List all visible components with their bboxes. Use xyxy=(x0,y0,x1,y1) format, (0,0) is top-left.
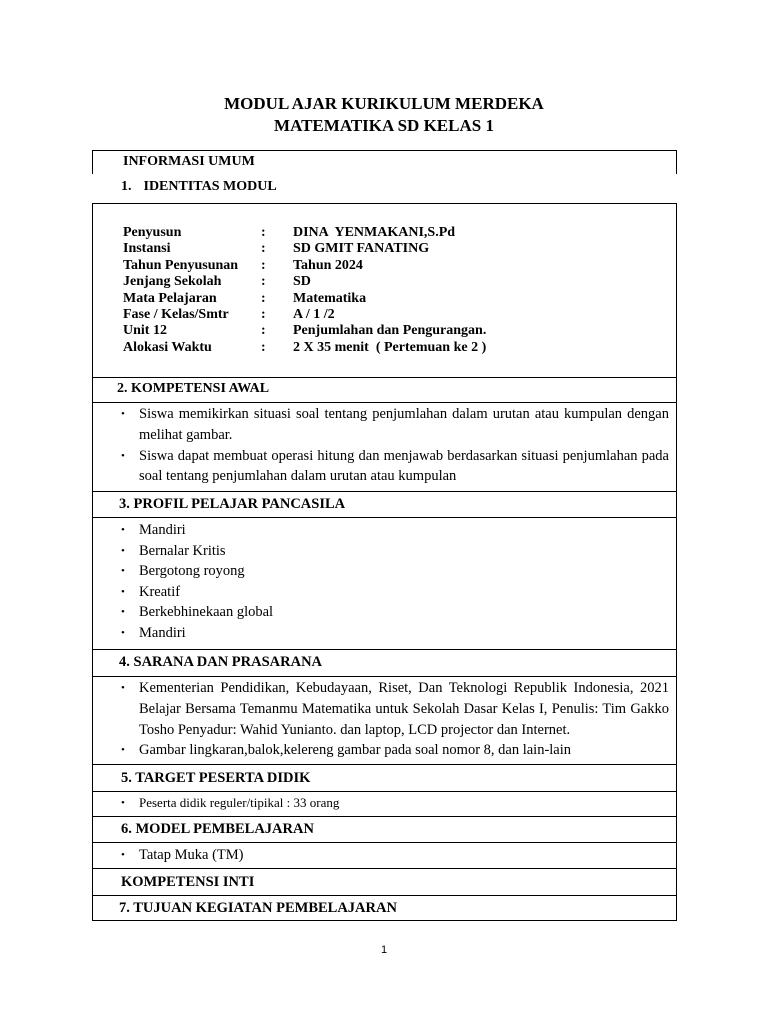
identity-label: IDENTITAS MODUL xyxy=(143,179,277,194)
info-top-border xyxy=(92,150,677,151)
document-title-line-1: MODUL AJAR KURIKULUM MERDEKA xyxy=(224,94,544,113)
identity-row: Tahun Penyusunan : Tahun 2024 xyxy=(123,257,363,273)
list-item: • Tatap Muka (TM) xyxy=(121,847,244,863)
profil-list xyxy=(119,520,669,643)
identity-row: Penyusun : DINA YENMAKANI,S.Pd xyxy=(123,225,456,240)
identity-row: Instansi : SD GMIT FANATING xyxy=(123,241,430,257)
bullet-icon: • xyxy=(121,682,125,694)
list-item: • Siswa dapat membuat operasi hitung dan menjawab berdasarkan situasi penjumlahan pada soal tentang penjumlahan dalam urutan atau kumpulan xyxy=(121,447,669,485)
identity-row: Unit 12 : Penjumlahan dan Pengurangan. xyxy=(123,323,487,339)
list-item: • Bernalar Kritis xyxy=(119,541,669,562)
bullet-icon: • xyxy=(121,565,125,577)
bullet-icon: • xyxy=(121,449,125,462)
sarana-list xyxy=(119,678,669,761)
identity-heading xyxy=(121,178,277,196)
bullet-icon: • xyxy=(121,606,125,618)
list-item: • Siswa memikirkan situasi soal tentang penjumlahan dalam urutan atau kumpulan dengan melihat gambar. xyxy=(121,406,669,443)
bullet-icon: • xyxy=(121,408,125,420)
list-item: • Gambar lingkaran,balok,kelereng gambar pada soal nomor 8, dan lain-lain xyxy=(119,740,669,761)
info-right-border xyxy=(676,150,677,174)
section-heading-sarana: 4. SARANA DAN PRASARANA xyxy=(119,654,323,670)
list-item: • Kreatif xyxy=(119,582,669,603)
bullet-icon: • xyxy=(121,849,125,861)
row-divider xyxy=(92,816,677,817)
bullet-icon: • xyxy=(121,544,125,557)
section-heading-kompetensi-awal: 2. KOMPETENSI AWAL xyxy=(117,381,270,396)
row-divider xyxy=(92,402,677,403)
section-heading-tujuan: 7. TUJUAN KEGIATAN PEMBELAJARAN xyxy=(119,900,397,916)
document-title-line-2: MATEMATIKA SD KELAS 1 xyxy=(274,116,494,135)
identity-row: Mata Pelajaran : Matematika xyxy=(123,290,367,306)
section-heading-model: 6. MODEL PEMBELAJARAN xyxy=(121,821,314,837)
row-divider xyxy=(92,791,677,792)
identity-row: Fase / Kelas/Smtr : A / 1 /2 xyxy=(123,307,335,323)
row-divider xyxy=(92,895,677,896)
page-number: 1 xyxy=(380,944,388,956)
identity-row: Jenjang Sekolah : SD xyxy=(123,274,311,290)
bullet-icon: • xyxy=(121,744,125,757)
info-heading: INFORMASI UMUM xyxy=(123,154,255,169)
info-left-border xyxy=(92,150,93,174)
section-heading-profil: 3. PROFIL PELAJAR PANCASILA xyxy=(119,496,346,512)
row-divider xyxy=(92,868,677,869)
bullet-icon: • xyxy=(121,626,125,639)
section-heading-target: 5. TARGET PESERTA DIDIK xyxy=(121,770,311,786)
list-item: • Mandiri xyxy=(119,520,669,541)
kompetensi-awal-list xyxy=(119,404,669,487)
list-item: • Bergotong royong xyxy=(119,561,669,582)
model-list xyxy=(119,846,669,865)
bullet-icon: • xyxy=(121,797,125,809)
bullet-icon: • xyxy=(121,585,125,598)
row-divider xyxy=(92,517,677,518)
identity-row: Alokasi Waktu : 2 X 35 menit ( Pertemuan ke 2 ) xyxy=(123,339,487,355)
list-item: • Kementerian Pendidikan, Kebudayaan, Riset, Dan Teknologi Republik Indonesia, 2021 Belajar Bersama Temanmu Matematika untuk Sekolah Dasar Kelas I, Penulis: Tim Gakko Tosho Penyadur: Wahid Yunianto. dan laptop, LCD projector dan Internet. xyxy=(121,680,669,738)
identity-number: 1. xyxy=(121,179,132,194)
list-item: • Peserta didik reguler/tipikal : 33 orang xyxy=(121,795,340,810)
row-divider xyxy=(92,842,677,843)
bullet-icon: • xyxy=(121,524,125,536)
list-item: • Mandiri xyxy=(119,623,669,644)
row-divider xyxy=(92,764,677,765)
target-list xyxy=(119,795,669,811)
row-divider xyxy=(92,676,677,677)
row-divider xyxy=(92,491,677,492)
section-heading-kompetensi-inti: KOMPETENSI INTI xyxy=(121,874,255,890)
list-item: • Berkebhinekaan global xyxy=(119,602,669,623)
row-divider xyxy=(92,649,677,650)
identity-table xyxy=(123,225,486,356)
